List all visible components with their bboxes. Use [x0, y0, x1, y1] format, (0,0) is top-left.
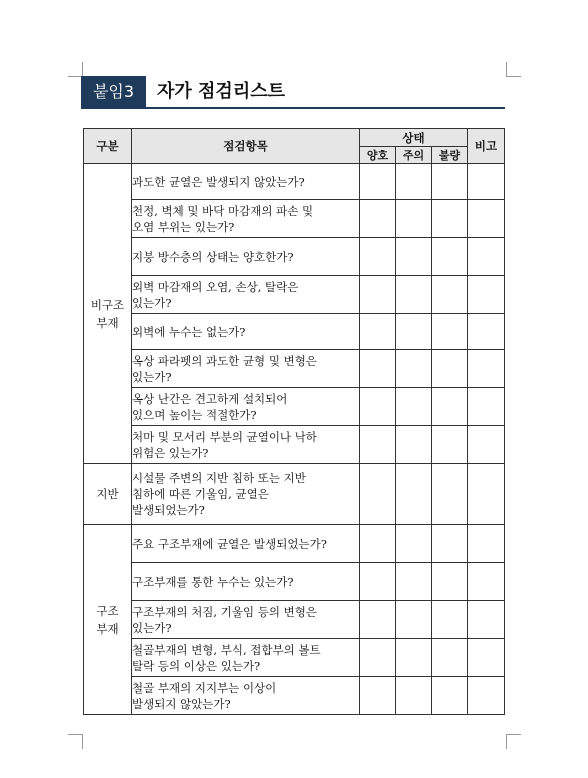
status-good-cell[interactable] — [360, 464, 396, 525]
status-bad-cell[interactable] — [432, 388, 468, 426]
table-row — [84, 639, 505, 677]
checklist-item: 옥상 난간은 견고하게 설치되어 있으며 높이는 적절한가? — [132, 388, 360, 426]
checklist-item: 처마 및 모서리 부분의 균열이나 낙하 위험은 있는가? — [132, 426, 360, 464]
status-good-cell[interactable] — [360, 525, 396, 563]
category-cell: 구조 부재 — [84, 525, 132, 715]
status-caution-cell[interactable] — [396, 276, 432, 314]
table-row — [84, 350, 505, 388]
table-row — [84, 525, 505, 563]
remarks-cell[interactable] — [468, 238, 505, 276]
status-good-cell[interactable] — [360, 314, 396, 350]
table-row — [84, 464, 505, 525]
header-item: 점검항목 — [132, 129, 360, 164]
crop-mark-top-right — [506, 62, 521, 77]
checklist-item: 옥상 파라펫의 과도한 균형 및 변형은 있는가? — [132, 350, 360, 388]
status-good-cell[interactable] — [360, 350, 396, 388]
header-status-caution: 주의 — [396, 147, 432, 164]
checklist-item: 구조부재의 처짐, 기울임 등의 변형은 있는가? — [132, 601, 360, 639]
status-bad-cell[interactable] — [432, 426, 468, 464]
status-bad-cell[interactable] — [432, 563, 468, 601]
remarks-cell[interactable] — [468, 677, 505, 715]
status-bad-cell[interactable] — [432, 639, 468, 677]
checklist-item: 철골부재의 변형, 부식, 접합부의 볼트 탈락 등의 이상은 있는가? — [132, 639, 360, 677]
status-good-cell[interactable] — [360, 238, 396, 276]
status-caution-cell[interactable] — [396, 563, 432, 601]
status-caution-cell[interactable] — [396, 350, 432, 388]
header-status: 상태 — [360, 129, 468, 147]
document-header — [81, 76, 505, 109]
page-title: 자가 점검리스트 — [157, 81, 285, 102]
remarks-cell[interactable] — [468, 563, 505, 601]
remarks-cell[interactable] — [468, 314, 505, 350]
checklist-item: 외벽 마감재의 오염, 손상, 탈락은 있는가? — [132, 276, 360, 314]
status-caution-cell[interactable] — [396, 601, 432, 639]
checklist-item: 철골 부재의 지지부는 이상이 발생되지 않았는가? — [132, 677, 360, 715]
status-good-cell[interactable] — [360, 601, 396, 639]
status-good-cell[interactable] — [360, 563, 396, 601]
status-caution-cell[interactable] — [396, 464, 432, 525]
table-row — [84, 563, 505, 601]
status-good-cell[interactable] — [360, 200, 396, 238]
checklist-item: 과도한 균열은 발생되지 않았는가? — [132, 164, 360, 200]
header-status-bad: 불량 — [432, 147, 468, 164]
status-bad-cell[interactable] — [432, 164, 468, 200]
status-caution-cell[interactable] — [396, 164, 432, 200]
remarks-cell[interactable] — [468, 525, 505, 563]
status-caution-cell[interactable] — [396, 388, 432, 426]
remarks-cell[interactable] — [468, 639, 505, 677]
status-bad-cell[interactable] — [432, 276, 468, 314]
crop-mark-top-left — [68, 62, 83, 77]
checklist-item: 시설물 주변의 지반 침하 또는 지반 침하에 따른 기울임, 균열은 발생되었는가? — [132, 464, 360, 525]
status-bad-cell[interactable] — [432, 350, 468, 388]
status-caution-cell[interactable] — [396, 677, 432, 715]
checklist-item: 천정, 벽체 및 바닥 마감재의 파손 및 오염 부위는 있는가? — [132, 200, 360, 238]
checklist-item: 주요 구조부재에 균열은 발생되었는가? — [132, 525, 360, 563]
remarks-cell[interactable] — [468, 276, 505, 314]
attachment-badge: 붙임3 — [81, 76, 146, 107]
checklist-item: 구조부재를 통한 누수는 있는가? — [132, 563, 360, 601]
header-remarks: 비고 — [468, 129, 505, 164]
status-bad-cell[interactable] — [432, 314, 468, 350]
status-bad-cell[interactable] — [432, 238, 468, 276]
table-row — [84, 314, 505, 350]
table-row — [84, 238, 505, 276]
table-row — [84, 164, 505, 200]
status-bad-cell[interactable] — [432, 525, 468, 563]
status-caution-cell[interactable] — [396, 525, 432, 563]
category-cell: 비구조 부재 — [84, 164, 132, 464]
status-bad-cell[interactable] — [432, 200, 468, 238]
table-row — [84, 601, 505, 639]
status-caution-cell[interactable] — [396, 639, 432, 677]
table-row — [84, 200, 505, 238]
status-bad-cell[interactable] — [432, 601, 468, 639]
status-caution-cell[interactable] — [396, 314, 432, 350]
table-row — [84, 677, 505, 715]
remarks-cell[interactable] — [468, 388, 505, 426]
remarks-cell[interactable] — [468, 164, 505, 200]
checklist-item: 외벽에 누수는 없는가? — [132, 314, 360, 350]
crop-mark-bottom-right — [506, 734, 521, 749]
header-divider — [81, 107, 505, 109]
checklist-table — [83, 128, 505, 715]
checklist-item: 지붕 방수층의 상태는 양호한가? — [132, 238, 360, 276]
remarks-cell[interactable] — [468, 350, 505, 388]
status-bad-cell[interactable] — [432, 677, 468, 715]
remarks-cell[interactable] — [468, 200, 505, 238]
status-good-cell[interactable] — [360, 677, 396, 715]
status-good-cell[interactable] — [360, 426, 396, 464]
remarks-cell[interactable] — [468, 464, 505, 525]
status-caution-cell[interactable] — [396, 238, 432, 276]
status-good-cell[interactable] — [360, 639, 396, 677]
header-category: 구분 — [84, 129, 132, 164]
crop-mark-bottom-left — [68, 734, 83, 749]
header-status-good: 양호 — [360, 147, 396, 164]
status-bad-cell[interactable] — [432, 464, 468, 525]
table-row — [84, 426, 505, 464]
table-row — [84, 276, 505, 314]
status-caution-cell[interactable] — [396, 200, 432, 238]
status-good-cell[interactable] — [360, 276, 396, 314]
category-cell: 지반 — [84, 464, 132, 525]
remarks-cell[interactable] — [468, 426, 505, 464]
table-row — [84, 388, 505, 426]
status-caution-cell[interactable] — [396, 426, 432, 464]
remarks-cell[interactable] — [468, 601, 505, 639]
status-good-cell[interactable] — [360, 164, 396, 200]
status-good-cell[interactable] — [360, 388, 396, 426]
